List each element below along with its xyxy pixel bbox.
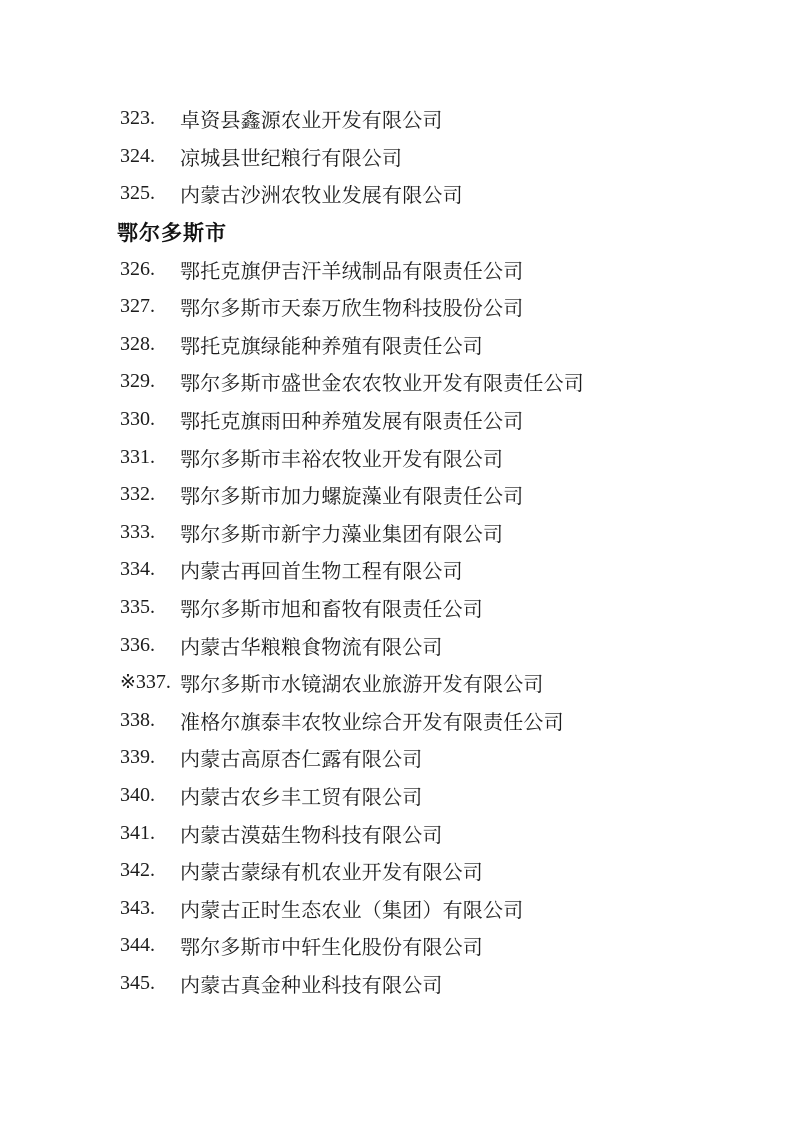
list-item	[0, 702, 793, 740]
item-number: 324.	[120, 144, 155, 167]
company-name: 内蒙古正时生态农业（集团）有限公司	[180, 899, 524, 922]
item-number: 335.	[120, 596, 155, 619]
list-item	[0, 927, 793, 965]
company-list	[0, 100, 793, 1002]
list-item	[0, 514, 793, 552]
list-item	[0, 739, 793, 777]
list-item	[0, 589, 793, 627]
list-item	[0, 965, 793, 1003]
company-name: 内蒙古农乡丰工贸有限公司	[180, 786, 423, 809]
list-item	[0, 138, 793, 176]
item-number: 323.	[120, 107, 155, 130]
list-item	[0, 852, 793, 890]
item-number: 329.	[120, 370, 155, 393]
item-number: 328.	[120, 332, 155, 355]
item-number: 330.	[120, 408, 155, 431]
list-item	[0, 814, 793, 852]
company-name: 鄂尔多斯市天泰万欣生物科技股份公司	[180, 298, 524, 321]
item-number: 344.	[120, 934, 155, 957]
item-marker: ※	[120, 672, 136, 694]
list-item	[0, 438, 793, 476]
item-number: 343.	[120, 896, 155, 919]
item-number: 331.	[120, 445, 155, 468]
item-number: 332.	[120, 483, 155, 506]
item-number: 341.	[120, 821, 155, 844]
item-number: 333.	[120, 520, 155, 543]
company-name: 鄂尔多斯市旭和畜牧有限责任公司	[180, 599, 483, 622]
item-number: 345.	[120, 971, 155, 994]
company-name: 鄂尔多斯市新宇力藻业集团有限公司	[180, 523, 504, 546]
item-number: 326.	[120, 257, 155, 280]
company-name: 鄂尔多斯市中轩生化股份有限公司	[180, 937, 483, 960]
company-name: 鄂尔多斯市水镜湖农业旅游开发有限公司	[180, 674, 544, 697]
list-item	[0, 551, 793, 589]
company-name: 准格尔旗泰丰农牧业综合开发有限责任公司	[180, 711, 564, 734]
list-item	[0, 100, 793, 138]
company-name: 鄂托克旗伊吉汗羊绒制品有限责任公司	[180, 260, 524, 283]
list-item	[0, 664, 793, 702]
list-item	[0, 401, 793, 439]
list-item	[0, 175, 793, 213]
item-number: 340.	[120, 783, 155, 806]
item-number: 342.	[120, 859, 155, 882]
item-number	[120, 671, 180, 694]
list-item	[0, 326, 793, 364]
company-name: 凉城县世纪粮行有限公司	[180, 147, 403, 170]
item-number: 339.	[120, 746, 155, 769]
list-item	[0, 626, 793, 664]
company-name: 内蒙古再回首生物工程有限公司	[180, 561, 463, 584]
company-name: 鄂托克旗雨田种养殖发展有限责任公司	[180, 411, 524, 434]
item-number: 334.	[120, 558, 155, 581]
company-name: 内蒙古沙洲农牧业发展有限公司	[180, 185, 463, 208]
list-item	[0, 288, 793, 326]
item-number-text: 337.	[135, 671, 171, 694]
company-name: 鄂尔多斯市盛世金农农牧业开发有限责任公司	[180, 373, 584, 396]
list-item	[0, 777, 793, 815]
company-name: 内蒙古蒙绿有机农业开发有限公司	[180, 862, 483, 885]
company-name: 鄂托克旗绿能种养殖有限责任公司	[180, 335, 483, 358]
item-number: 338.	[120, 708, 155, 731]
list-item	[0, 250, 793, 288]
company-name: 鄂尔多斯市丰裕农牧业开发有限公司	[180, 448, 504, 471]
company-name: 内蒙古华粮粮食物流有限公司	[180, 636, 443, 659]
company-name: 内蒙古高原杏仁露有限公司	[180, 749, 423, 772]
section-header	[0, 213, 793, 251]
company-name: 鄂尔多斯市加力螺旋藻业有限责任公司	[180, 486, 524, 509]
item-number: 325.	[120, 182, 155, 205]
company-name: 卓资县鑫源农业开发有限公司	[180, 110, 443, 133]
list-item	[0, 363, 793, 401]
company-name: 内蒙古漠菇生物科技有限公司	[180, 824, 443, 847]
company-name: 内蒙古真金种业科技有限公司	[180, 974, 443, 997]
list-item	[0, 889, 793, 927]
section-header-label: 鄂尔多斯市	[117, 221, 227, 245]
list-item	[0, 476, 793, 514]
item-number: 336.	[120, 633, 155, 656]
item-number: 327.	[120, 295, 155, 318]
